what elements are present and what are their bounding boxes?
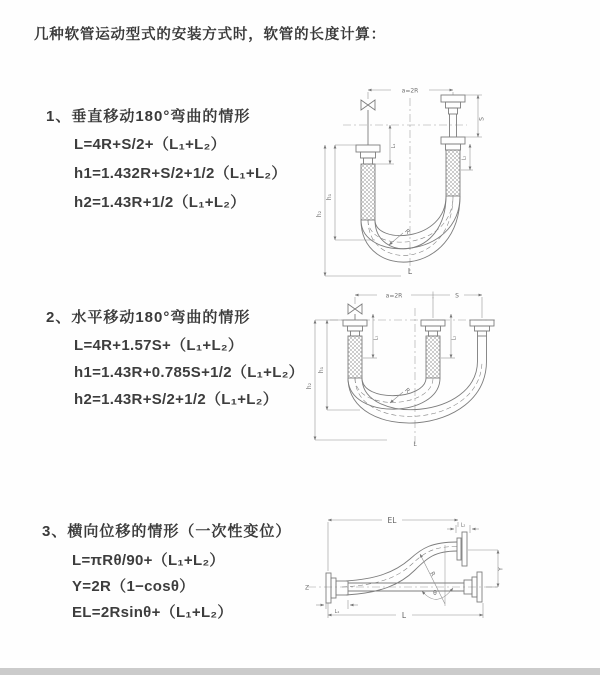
section-1-formula-h1: h1=1.432R+S/2+1/2（L₁+L₂） xyxy=(74,165,287,182)
u-bend-hose-position-b xyxy=(348,361,487,423)
page-title: 几种软管运动型式的安装方式时，软管的长度计算： xyxy=(34,27,386,43)
upper-flange xyxy=(457,532,467,566)
dim-radius xyxy=(389,228,411,245)
dim-label-a2r: a=2R xyxy=(401,87,419,95)
leg-1-fitting xyxy=(343,320,367,378)
dim-label-L: L xyxy=(413,441,417,448)
dim-label-h2: h₂ xyxy=(306,382,313,390)
diagram-lateral-displacement xyxy=(300,505,510,640)
braided-hose-section xyxy=(426,336,440,378)
dim-stroke-S xyxy=(355,293,482,319)
dim-metal-end-1 xyxy=(375,125,397,164)
dim-label-h1: h₁ xyxy=(326,193,333,201)
braided-hose-section xyxy=(361,164,375,220)
dim-label-Y: Y xyxy=(497,567,505,571)
section-3-formula-el: EL=2Rsinθ+（L₁+L₂） xyxy=(72,604,233,621)
dim-label-L: L xyxy=(401,611,407,620)
dim-label-R: R xyxy=(403,227,412,236)
dim-label-R: R xyxy=(403,386,412,395)
scan-edge xyxy=(0,668,600,675)
dim-metal-end-1 xyxy=(363,314,380,358)
leg-2-fitting xyxy=(421,320,445,378)
section-2-formula-length: L=4R+1.57S+（L₁+L₂） xyxy=(74,337,244,354)
section-1-formula-length: L=4R+S/2+（L₁+L₂） xyxy=(74,136,226,153)
dim-length-L xyxy=(328,603,483,620)
left-leg-fitting xyxy=(356,145,380,220)
dim-label-S: S xyxy=(478,117,486,121)
dim-h2 xyxy=(316,145,401,276)
section-1-heading: 1、垂直移动180°弯曲的情形 xyxy=(46,108,251,125)
braided-hose-section xyxy=(446,150,460,196)
diagram-vertical-180-bend xyxy=(315,82,500,277)
dim-label-R: R xyxy=(428,570,437,578)
dim-label-L2: L₂ xyxy=(460,522,466,529)
dim-label-L1: L₁ xyxy=(373,335,380,341)
section-2-heading: 2、水平移动180°弯曲的情形 xyxy=(46,309,251,326)
right-leg-fitting xyxy=(441,95,465,196)
dim-label-h2: h₂ xyxy=(316,210,323,218)
section-3-formula-length: L=πRθ/90+（L₁+L₂） xyxy=(72,552,225,569)
dim-label-a2r: a=2R xyxy=(385,292,403,300)
section-3-formula-offset: Y=2R（1−cosθ） xyxy=(72,578,195,595)
dim-angle-theta xyxy=(422,588,453,599)
dim-stroke-S xyxy=(455,95,486,137)
left-flange xyxy=(326,573,348,603)
dim-label-L1: L₁ xyxy=(334,609,340,615)
dim-label-L1: L₁ xyxy=(391,143,397,149)
dim-label-EL: EL xyxy=(387,516,397,525)
dim-metal-end-2 xyxy=(447,523,479,534)
section-3-heading: 3、横向位移的情形（一次性变位） xyxy=(42,523,292,540)
dim-label-h1: h₁ xyxy=(318,366,325,374)
section-1-formula-h2: h2=1.43R+1/2（L₁+L₂） xyxy=(74,194,246,211)
valve-icon xyxy=(348,304,362,320)
dim-metal-end-2 xyxy=(461,144,473,170)
datum-mark-Z: Z xyxy=(305,584,310,592)
valve-icon xyxy=(361,100,375,145)
dim-a-2r xyxy=(355,292,433,300)
dim-label-L2: L₂ xyxy=(461,155,468,161)
dim-a-2r xyxy=(368,88,453,100)
dim-label-L: L xyxy=(407,267,413,276)
section-2-formula-h1: h1=1.43R+0.785S+1/2（L₁+L₂） xyxy=(74,364,304,381)
section-2-formula-h2: h2=1.43R+S/2+1/2（L₁+L₂） xyxy=(74,391,279,408)
dim-metal-end-1 xyxy=(316,600,358,615)
leg-3-fitting xyxy=(470,320,494,361)
dim-label-theta: θ xyxy=(433,590,437,597)
dim-offset-Y xyxy=(468,550,505,587)
braided-hose-section xyxy=(348,336,362,378)
dim-label-L2: L₂ xyxy=(451,335,458,341)
u-bend-hose-position-a xyxy=(348,378,440,409)
dim-metal-end-2 xyxy=(441,314,458,358)
dim-label-S: S xyxy=(455,292,459,300)
diagram-horizontal-180-bend xyxy=(305,288,505,458)
